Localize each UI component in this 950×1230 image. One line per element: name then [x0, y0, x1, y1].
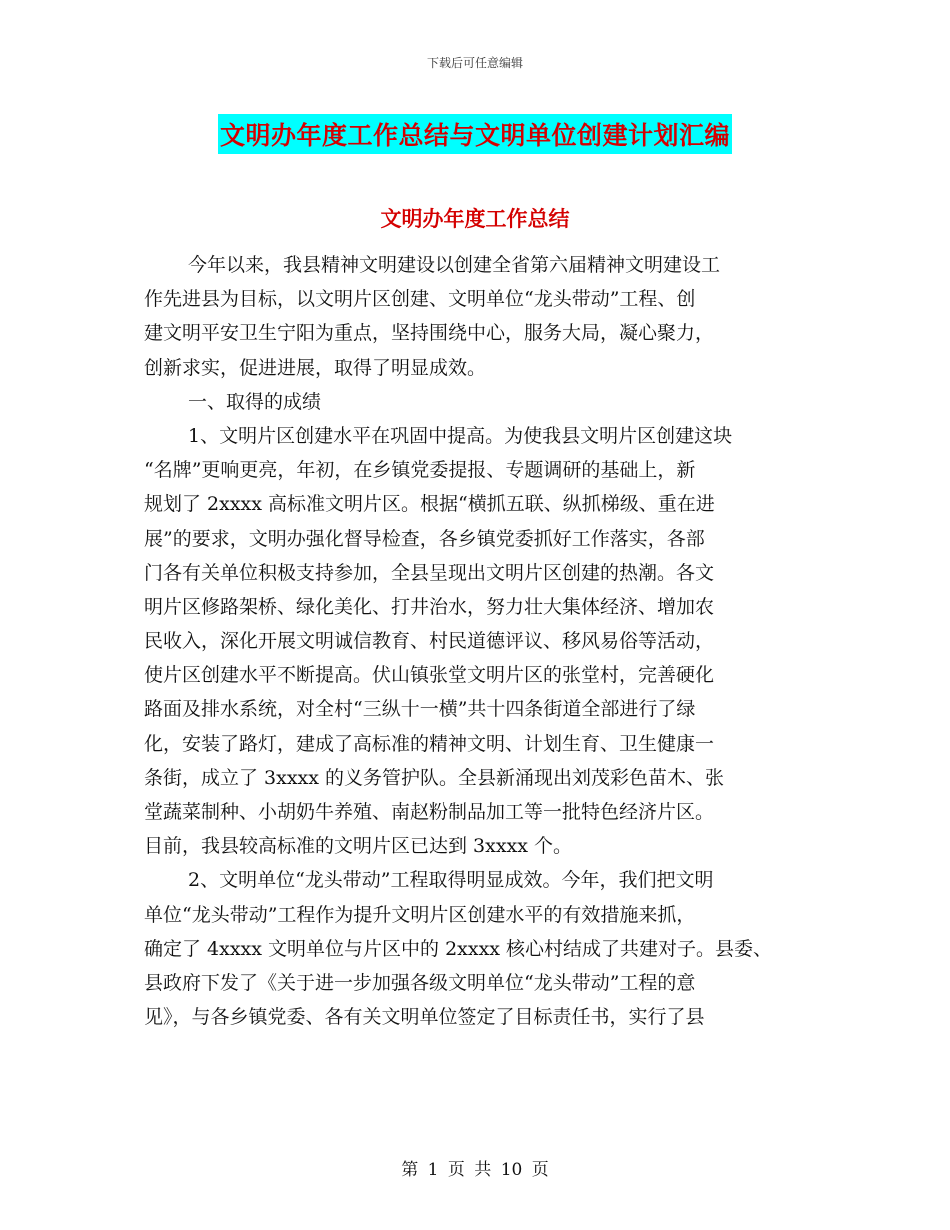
paragraph-line: 作先进县为目标，以文明片区创建、文明单位“龙头带动”工程、创: [144, 288, 696, 311]
paragraph-line: 化，安装了路灯，建成了高标准的精神文明、计划生育、卫生健康一: [144, 732, 715, 755]
paragraph-line: 目前，我县较高标准的文明片区已达到 3xxxx 个。: [144, 835, 573, 858]
paragraph-line: 展”的要求，文明办强化督导检查，各乡镇党委抓好工作落实，各部: [144, 527, 705, 550]
paragraph-line: 2、文明单位“龙头带动”工程取得明显成效。今年，我们把文明: [188, 869, 714, 892]
section-title: 文明办年度工作总结: [380, 206, 570, 231]
page-number-footer: 第 1 页 共 10 页: [401, 1160, 549, 1180]
paragraph-line: 规划了 2xxxx 高标准文明片区。根据“横抓五联、纵抓梯级、重在进: [144, 493, 715, 516]
paragraph-line: “名牌”更响更亮，年初，在乡镇党委提报、专题调研的基础上，新: [144, 459, 696, 482]
paragraph-line: 门各有关单位积极支持参加，全县呈现出文明片区创建的热潮。各文: [144, 561, 715, 584]
paragraph-line: 确定了 4xxxx 文明单位与片区中的 2xxxx 核心村结成了共建对子。县委、: [144, 937, 773, 960]
document-title-container: [0, 114, 950, 154]
paragraph-line: 民收入，深化开展文明诚信教育、村民道德评议、移风易俗等活动，: [144, 630, 715, 653]
paragraph-line: 县政府下发了《关于进一步加强各级文明单位“龙头带动”工程的意: [144, 971, 696, 994]
document-body: [144, 248, 834, 1034]
paragraph-line: 创新求实，促进进展，取得了明显成效。: [144, 356, 487, 379]
paragraph-line: 单位“龙头带动”工程作为提升文明片区创建水平的有效措施来抓，: [144, 903, 696, 926]
paragraph-line: 今年以来，我县精神文明建设以创建全省第六届精神文明建设工: [188, 254, 721, 276]
subheading-line: 一、取得的成绩: [188, 390, 322, 413]
paragraph-line: 路面及排水系统，对全村“三纵十一横”共十四条街道全部进行了绿: [144, 698, 696, 721]
paragraph-line: 使片区创建水平不断提高。伏山镇张堂文明片区的张堂村，完善硬化: [144, 664, 715, 687]
paragraph-line: 条街，成立了 3xxxx 的义务管护队。全县新涌现出刘茂彩色苗木、张: [144, 766, 725, 789]
paragraph-line: 建文明平安卫生宁阳为重点，坚持围绕中心，服务大局，凝心聚力，: [144, 322, 715, 345]
paragraph-line: 堂蔬菜制种、小胡奶牛养殖、南赵粉制品加工等一批特色经济片区。: [144, 801, 715, 823]
document-title: 文明办年度工作总结与文明单位创建计划汇编: [218, 114, 732, 154]
page-header-note: 下载后可任意编辑: [426, 56, 523, 70]
paragraph-line: 见》，与各乡镇党委、各有关文明单位签定了目标责任书，实行了县: [144, 1006, 705, 1029]
paragraph-line: 明片区修路架桥、绿化美化、打井治水，努力壮大集体经济、增加农: [144, 595, 715, 618]
paragraph-line: 1、文明片区创建水平在巩固中提高。为使我县文明片区创建这块: [188, 424, 733, 447]
